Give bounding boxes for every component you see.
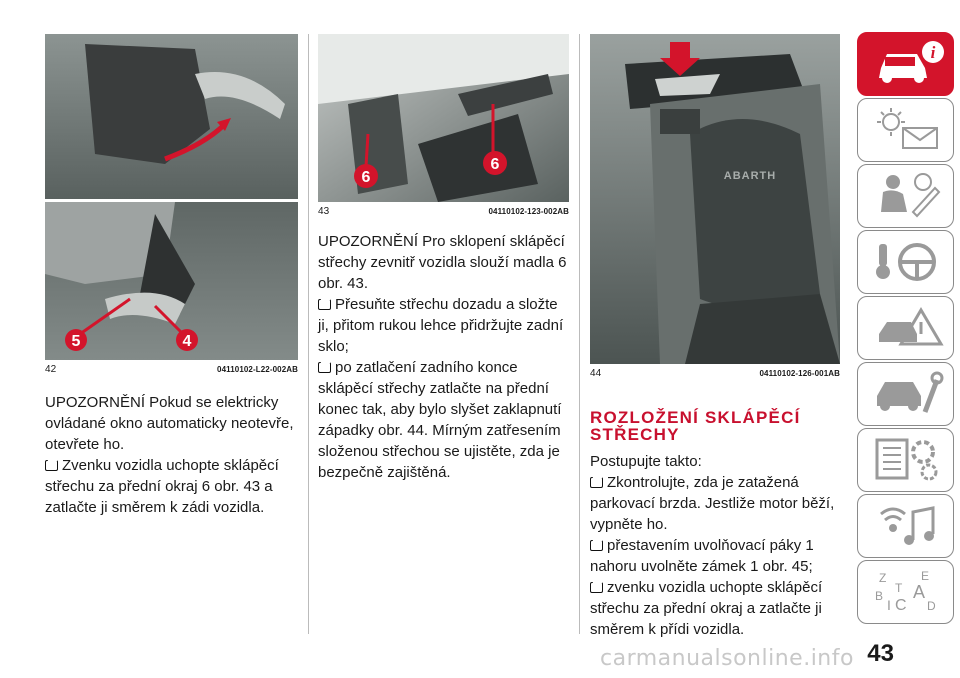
- figure-44-photo: [590, 34, 840, 364]
- index-letter: C: [895, 597, 907, 614]
- column-3-text: [590, 451, 840, 640]
- tab-multimedia[interactable]: [853, 492, 960, 556]
- index-letter: D: [927, 599, 936, 613]
- index-letter: Z: [879, 571, 887, 585]
- bullet-item: [590, 577, 840, 640]
- bullet-item: [590, 472, 840, 535]
- multimedia-icon: [873, 502, 945, 548]
- heading-line-2: STŘECHY: [590, 425, 680, 444]
- warning-paragraph: UPOZORNĚNÍ Pokud se elektricky ovládané okno automaticky neotevře, otevřete ho.: [45, 394, 294, 453]
- figure-44-number: 44: [590, 368, 602, 379]
- index-letter: B: [875, 589, 884, 603]
- index-letter: T: [895, 581, 903, 595]
- bullet-box-icon: [590, 477, 603, 488]
- dashboard-lights-icon: [873, 106, 945, 152]
- figure-42-code: 04110102-L22-002AB: [217, 365, 298, 374]
- bullet-text: po zatlačení zadního konce sklápěcí střechy zatlačte na přední konec tak, aby bylo slyšet zaklapnutí západky obr. 44. Mírným zatřesením složenou střechou se ujistěte, zda je bezpečně zajištěná.: [318, 359, 562, 481]
- car-info-icon: [873, 40, 945, 86]
- column-2: [318, 34, 569, 483]
- figure-43-number: 43: [318, 206, 330, 217]
- bullet-box-icon: [590, 582, 603, 593]
- tab-dashboard-lights[interactable]: [853, 96, 960, 160]
- safety-airbag-icon: [873, 172, 945, 218]
- tab-safety[interactable]: [853, 162, 960, 226]
- tab-emergency[interactable]: [853, 294, 960, 358]
- bullet-text: zvenku vozidla uchopte sklápěcí střechu za přední okraj a zatlačte ji směrem k přídi vozidla.: [590, 579, 823, 638]
- index-letter: A: [913, 582, 926, 602]
- column-divider: [308, 34, 309, 634]
- bullet-box-icon: [45, 460, 58, 471]
- tab-starting-driving[interactable]: [853, 228, 960, 292]
- tab-index[interactable]: [853, 558, 960, 622]
- heading-line-1: ROZLOŽENÍ SKLÁPĚCÍ: [590, 408, 801, 427]
- figure-43-marker-6a: 6: [490, 156, 500, 173]
- figure-44-code: 04110102-126-001AB: [759, 369, 840, 378]
- bullet-item: [318, 357, 569, 483]
- warning-paragraph: UPOZORNĚNÍ Pro sklopení sklápěcí střechy zevnitř vozidla slouží madla 6 obr. 43.: [318, 233, 567, 292]
- column-2-text: [318, 231, 569, 483]
- tab-car-info[interactable]: [853, 30, 960, 94]
- bullet-box-icon: [318, 299, 331, 310]
- figure-42-number: 42: [45, 364, 57, 375]
- figure-43-caption: [318, 206, 569, 217]
- intro-paragraph: Postupujte takto:: [590, 453, 702, 470]
- bullet-text: přestavením uvolňovací páky 1 nahoru uvolněte zámek 1 obr. 45;: [590, 537, 814, 575]
- column-3: [590, 34, 840, 640]
- index-letter: E: [921, 569, 930, 583]
- bullet-text: Zkontrolujte, zda je zatažená parkovací brzda. Jestliže motor běží, vypněte ho.: [590, 474, 835, 533]
- figure-42-marker-4: 4: [182, 333, 192, 350]
- figure-43-code: 04110102-123-002AB: [488, 207, 569, 216]
- bullet-box-icon: [318, 362, 331, 373]
- figure-43-image: [318, 34, 569, 202]
- figure-44-image: [590, 34, 840, 364]
- bullet-item: [318, 294, 569, 357]
- figure-43-photo: [318, 34, 569, 202]
- bullet-text: Zvenku vozidla uchopte sklápěcí střechu za přední okraj 6 obr. 43 a zatlačte ji směrem k zádi vozidla.: [45, 457, 279, 516]
- index-letter: I: [887, 597, 891, 613]
- figure-42-photo: [45, 34, 298, 360]
- figure-44-caption: [590, 368, 840, 379]
- svg-text:i: i: [930, 43, 936, 62]
- bullet-text: Přesuňte střechu dozadu a složte ji, přitom rukou lehce přidržujte zadní sklo;: [318, 296, 564, 355]
- figure-42-caption: [45, 364, 298, 375]
- figure-42-marker-5: 5: [71, 333, 81, 350]
- bullet-item: [590, 535, 840, 577]
- technical-data-icon: [873, 436, 945, 482]
- column-1-text: [45, 392, 298, 518]
- index-letters-icon: [873, 568, 945, 614]
- bullet-box-icon: [590, 540, 603, 551]
- chapter-sidebar: [853, 30, 960, 624]
- emergency-warning-icon: [873, 304, 945, 350]
- column-1: [45, 34, 298, 518]
- tab-maintenance[interactable]: [853, 360, 960, 424]
- steering-wheel-key-icon: [873, 238, 945, 284]
- section-heading: [590, 409, 840, 443]
- seat-logo-text: ABARTH: [723, 170, 777, 182]
- tab-technical-data[interactable]: [853, 426, 960, 490]
- bullet-item: [45, 455, 298, 518]
- column-divider: [579, 34, 580, 634]
- figure-43-marker-6b: 6: [361, 169, 371, 186]
- maintenance-wrench-icon: [873, 370, 945, 416]
- watermark: carmanualsonline.info: [600, 646, 854, 671]
- figure-42-image: [45, 34, 298, 360]
- page-number: 43: [867, 640, 894, 667]
